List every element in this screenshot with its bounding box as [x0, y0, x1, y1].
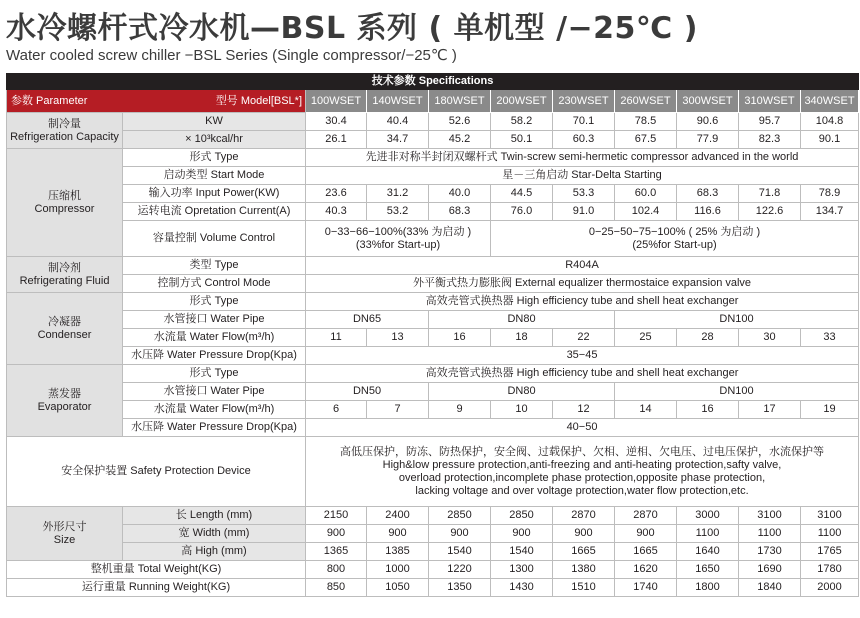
model-name: 340WSET — [801, 90, 859, 113]
param-label: 参数 Parameter — [11, 95, 88, 107]
row-label: 水管接口 Water Pipe — [123, 311, 306, 329]
table-cell: 77.9 — [677, 131, 739, 149]
table-cell: 35−45 — [306, 347, 859, 365]
table-cell: 2870 — [553, 507, 615, 525]
table-cell: 1100 — [801, 525, 859, 543]
table-cell: 68.3 — [429, 203, 491, 221]
evaporator-label-en: Evaporator — [37, 400, 92, 413]
table-cell: R404A — [306, 257, 859, 275]
evaporator-type-row — [7, 365, 859, 383]
table-cell: 2150 — [306, 507, 367, 525]
table-cell: 1380 — [553, 561, 615, 579]
evaporator-label-cn: 蒸发器 — [48, 387, 81, 400]
table-cell: 31.2 — [367, 185, 429, 203]
row-label: 运行重量 Running Weight(KG) — [7, 579, 306, 597]
table-cell: 78.5 — [615, 113, 677, 131]
table-cell: 1620 — [615, 561, 677, 579]
volume-control-b — [491, 221, 859, 257]
compressor-type-row — [7, 149, 859, 167]
table-cell: 68.3 — [677, 185, 739, 203]
row-label: 长 Length (mm) — [123, 507, 306, 525]
table-cell: 11 — [306, 329, 367, 347]
safety-line: lacking voltage and over voltage protection,water flow protection,etc. — [415, 484, 749, 497]
table-cell: 67.5 — [615, 131, 677, 149]
model-name: 140WSET — [367, 90, 429, 113]
table-cell: 1780 — [801, 561, 859, 579]
safety-description — [306, 437, 859, 507]
table-cell: 2400 — [367, 507, 429, 525]
table-cell: 1100 — [677, 525, 739, 543]
table-cell: 90.1 — [801, 131, 859, 149]
condenser-label-en: Condenser — [37, 328, 92, 341]
table-cell: 1365 — [306, 543, 367, 561]
safety-label: 安全保护装置 Safety Protection Device — [7, 437, 306, 507]
table-cell: 18 — [491, 329, 553, 347]
table-cell: 先进非对称半封闭双螺杆式 Twin-screw semi-hermetic compressor advanced in the world — [306, 149, 859, 167]
compressor-power-row — [7, 185, 859, 203]
condenser-type-row — [7, 293, 859, 311]
condenser-drop-row — [7, 347, 859, 365]
table-cell: 40−50 — [306, 419, 859, 437]
running-weight-row — [7, 579, 859, 597]
table-cell: 3000 — [677, 507, 739, 525]
size-label-en: Size — [53, 533, 76, 546]
row-label: 形式 Type — [123, 293, 306, 311]
safety-line: 高低压保护，防冻、防热保护，安全阀、过载保护、欠相、逆相、欠电压、过电压保护，水流保护等 — [340, 445, 825, 458]
compressor-current-row — [7, 203, 859, 221]
table-cell: DN80 — [429, 311, 615, 329]
refrigerant-label-en: Refrigerating Fluid — [19, 274, 110, 287]
model-name: 300WSET — [677, 90, 739, 113]
table-cell: 17 — [739, 401, 801, 419]
table-cell: 71.8 — [739, 185, 801, 203]
table-cell: 76.0 — [491, 203, 553, 221]
table-cell: 25 — [615, 329, 677, 347]
table-cell: 1350 — [429, 579, 491, 597]
table-cell: 900 — [429, 525, 491, 543]
row-label: 运转电流 Opretation Current(A) — [123, 203, 306, 221]
table-cell: 1220 — [429, 561, 491, 579]
table-cell: 星－三角启动 Star-Delta Starting — [306, 167, 859, 185]
table-cell: 7 — [367, 401, 429, 419]
table-cell: 50.1 — [491, 131, 553, 149]
table-cell: 900 — [553, 525, 615, 543]
table-cell: 116.6 — [677, 203, 739, 221]
table-cell: 19 — [801, 401, 859, 419]
table-cell: 1665 — [615, 543, 677, 561]
table-cell: 104.8 — [801, 113, 859, 131]
table-cell: 2870 — [615, 507, 677, 525]
row-label: 高 High (mm) — [123, 543, 306, 561]
table-cell: 40.0 — [429, 185, 491, 203]
model-name: 100WSET — [306, 90, 367, 113]
table-cell: 1540 — [429, 543, 491, 561]
compressor-category — [7, 149, 123, 257]
size-category — [7, 507, 123, 561]
table-cell: 102.4 — [615, 203, 677, 221]
table-cell: 33 — [801, 329, 859, 347]
evaporator-drop-row — [7, 419, 859, 437]
table-cell: 28 — [677, 329, 739, 347]
table-cell: DN50 — [306, 383, 429, 401]
table-cell: 23.6 — [306, 185, 367, 203]
table-cell: 1730 — [739, 543, 801, 561]
row-label: 形式 Type — [123, 149, 306, 167]
row-label: 类型 Type — [123, 257, 306, 275]
table-cell: 1385 — [367, 543, 429, 561]
table-cell: 58.2 — [491, 113, 553, 131]
row-label: 形式 Type — [123, 365, 306, 383]
model-name: 180WSET — [429, 90, 491, 113]
table-cell: 3100 — [739, 507, 801, 525]
table-cell: 900 — [491, 525, 553, 543]
table-cell: 1665 — [553, 543, 615, 561]
refrigerant-type-row — [7, 257, 859, 275]
row-label: 水流量 Water Flow(m³/h) — [123, 401, 306, 419]
row-label: 宽 Width (mm) — [123, 525, 306, 543]
page-subtitle: Water cooled screw chiller −BSL Series (Single compressor/−25℃ ) — [6, 47, 457, 64]
size-high-row — [7, 543, 859, 561]
table-cell: 900 — [367, 525, 429, 543]
table-cell: 2000 — [801, 579, 859, 597]
row-label: 容量控制 Volume Control — [123, 221, 306, 257]
table-cell: 1300 — [491, 561, 553, 579]
refrigerant-control-row — [7, 275, 859, 293]
table-cell: 12 — [553, 401, 615, 419]
table-cell: 1000 — [367, 561, 429, 579]
table-cell: DN65 — [306, 311, 429, 329]
compressor-volume-row — [7, 221, 859, 257]
table-cell: 16 — [429, 329, 491, 347]
model-name: 310WSET — [739, 90, 801, 113]
refrigerant-category — [7, 257, 123, 293]
table-cell: 53.3 — [553, 185, 615, 203]
table-cell: 2850 — [491, 507, 553, 525]
table-cell: 90.6 — [677, 113, 739, 131]
model-label: 型号 Model[BSL*] — [215, 95, 302, 107]
compressor-start-row — [7, 167, 859, 185]
condenser-flow-row — [7, 329, 859, 347]
compressor-label-en: Compressor — [34, 202, 95, 215]
table-cell: 82.3 — [739, 131, 801, 149]
condenser-label-cn: 冷凝器 — [48, 315, 81, 328]
evaporator-pipe-row — [7, 383, 859, 401]
refrigeration-label-cn: 制冷量 — [48, 117, 81, 130]
table-cell: 1640 — [677, 543, 739, 561]
table-cell: 9 — [429, 401, 491, 419]
volume-control-b-line2: (25%for Start-up) — [632, 238, 717, 251]
table-cell: 1050 — [367, 579, 429, 597]
table-cell: 45.2 — [429, 131, 491, 149]
model-name: 200WSET — [491, 90, 553, 113]
table-cell: 40.3 — [306, 203, 367, 221]
table-cell: 1510 — [553, 579, 615, 597]
table-cell: 22 — [553, 329, 615, 347]
table-cell: DN80 — [429, 383, 615, 401]
table-cell: 3100 — [801, 507, 859, 525]
table-cell: 30.4 — [306, 113, 367, 131]
table-cell: 95.7 — [739, 113, 801, 131]
volume-control-b-line1: 0−25−50−75−100% ( 25% 为启动 ) — [588, 225, 761, 238]
param-model-header — [7, 90, 306, 113]
row-label: 水压降 Water Pressure Drop(Kpa) — [123, 419, 306, 437]
table-cell: 40.4 — [367, 113, 429, 131]
row-label: 水管接口 Water Pipe — [123, 383, 306, 401]
table-cell: 52.6 — [429, 113, 491, 131]
model-header-row — [7, 90, 859, 113]
model-name: 260WSET — [615, 90, 677, 113]
size-width-row — [7, 525, 859, 543]
volume-control-a-line1: 0−33−66−100%(33% 为启动 ) — [324, 225, 472, 238]
compressor-label-cn: 压缩机 — [48, 189, 81, 202]
table-cell: 91.0 — [553, 203, 615, 221]
table-cell: 900 — [615, 525, 677, 543]
table-cell: 1540 — [491, 543, 553, 561]
table-cell: 16 — [677, 401, 739, 419]
spec-table — [6, 73, 859, 597]
table-cell: 1800 — [677, 579, 739, 597]
row-label: 整机重量 Total Weight(KG) — [7, 561, 306, 579]
table-cell: 1430 — [491, 579, 553, 597]
table-cell: 53.2 — [367, 203, 429, 221]
refrigeration-label-en: Refrigeration Capacity — [10, 130, 119, 143]
table-cell: 1650 — [677, 561, 739, 579]
table-cell: 78.9 — [801, 185, 859, 203]
table-cell: 13 — [367, 329, 429, 347]
table-cell: 6 — [306, 401, 367, 419]
refrigeration-kw-row — [7, 113, 859, 131]
row-label: 控制方式 Control Mode — [123, 275, 306, 293]
table-cell: 134.7 — [801, 203, 859, 221]
model-name: 230WSET — [553, 90, 615, 113]
size-label-cn: 外形尺寸 — [42, 520, 87, 533]
row-label: 水压降 Water Pressure Drop(Kpa) — [123, 347, 306, 365]
size-length-row — [7, 507, 859, 525]
table-cell: 44.5 — [491, 185, 553, 203]
table-cell: DN100 — [615, 383, 859, 401]
table-cell: 1100 — [739, 525, 801, 543]
page-title: 水冷螺杆式冷水机—BSL 系列 ( 单机型 /−25℃ ) — [6, 11, 698, 46]
table-cell: 外平衡式热力膨胀阀 External equalizer thermostaice expansion valve — [306, 275, 859, 293]
table-cell: 2850 — [429, 507, 491, 525]
volume-control-a-line2: (33%for Start-up) — [355, 238, 441, 251]
table-cell: 122.6 — [739, 203, 801, 221]
safety-line: High&low pressure protection,anti-freezing and anti-heating protection,safty valve, — [382, 458, 782, 471]
row-label: 启动类型 Start Mode — [123, 167, 306, 185]
table-cell: 800 — [306, 561, 367, 579]
table-cell: 1740 — [615, 579, 677, 597]
refrigeration-kcal-row — [7, 131, 859, 149]
condenser-category — [7, 293, 123, 365]
table-cell: 高效壳管式换热器 High efficiency tube and shell heat exchanger — [306, 365, 859, 383]
row-label: 输入功率 Input Power(KW) — [123, 185, 306, 203]
table-cell: 1840 — [739, 579, 801, 597]
table-cell: 34.7 — [367, 131, 429, 149]
table-title: 技术参数 Specifications — [7, 74, 859, 90]
table-cell: 60.3 — [553, 131, 615, 149]
table-cell: 10 — [491, 401, 553, 419]
refrigeration-category — [7, 113, 123, 149]
condenser-pipe-row — [7, 311, 859, 329]
row-label: 水流量 Water Flow(m³/h) — [123, 329, 306, 347]
refrigerant-label-cn: 制冷剂 — [48, 261, 81, 274]
table-cell: 850 — [306, 579, 367, 597]
evaporator-category — [7, 365, 123, 437]
table-cell: 1690 — [739, 561, 801, 579]
evaporator-flow-row — [7, 401, 859, 419]
table-title-row — [7, 74, 859, 90]
total-weight-row — [7, 561, 859, 579]
table-cell: DN100 — [615, 311, 859, 329]
safety-row — [7, 437, 859, 507]
table-cell: 高效壳管式换热器 High efficiency tube and shell heat exchanger — [306, 293, 859, 311]
refrigeration-kcal-unit: × 10³kcal/hr — [123, 131, 306, 149]
table-cell: 70.1 — [553, 113, 615, 131]
table-cell: 1765 — [801, 543, 859, 561]
table-cell: 900 — [306, 525, 367, 543]
safety-line: overload protection,incomplete phase protection,opposite phase protection, — [398, 471, 766, 484]
refrigeration-kw-unit: KW — [123, 113, 306, 131]
volume-control-a — [306, 221, 491, 257]
table-cell: 60.0 — [615, 185, 677, 203]
table-cell: 14 — [615, 401, 677, 419]
table-cell: 26.1 — [306, 131, 367, 149]
table-cell: 30 — [739, 329, 801, 347]
